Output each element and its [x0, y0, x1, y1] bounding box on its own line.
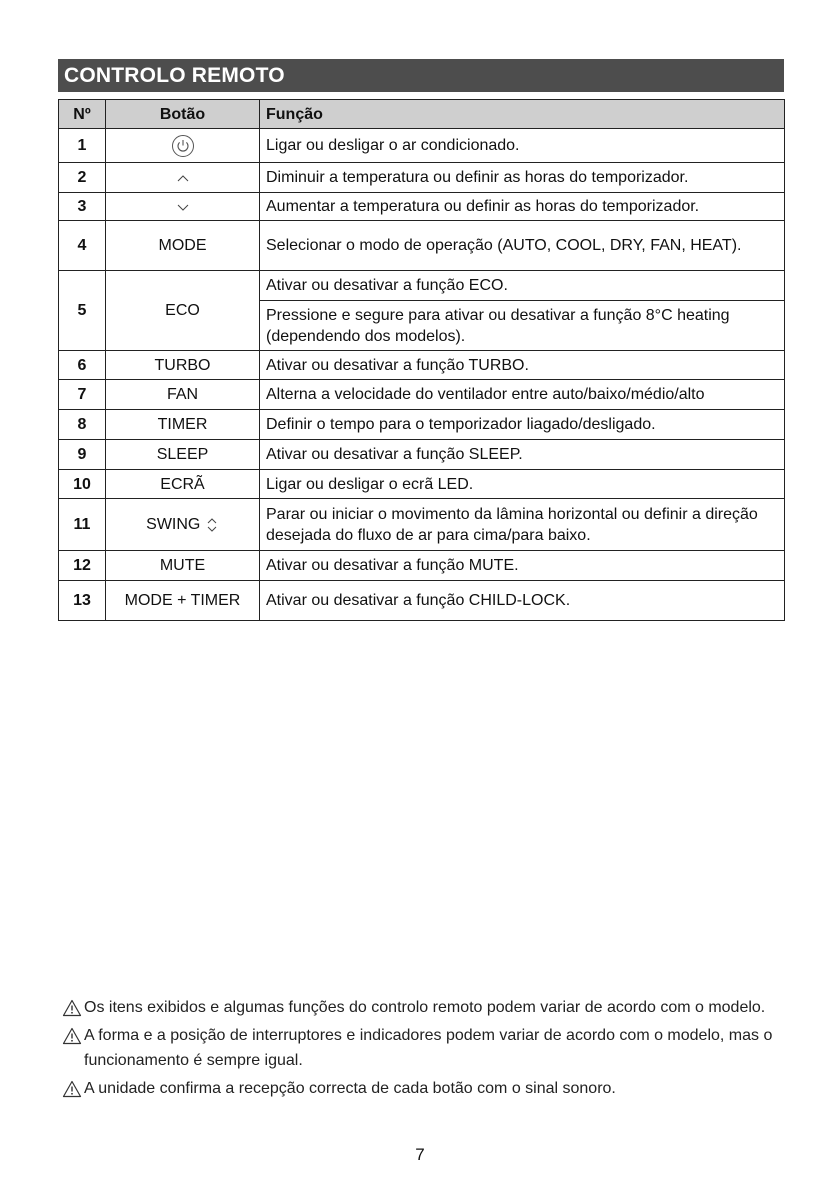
row-button: ECO — [106, 271, 260, 351]
table-row — [59, 410, 785, 440]
note-text: Os itens exibidos e algumas funções do controlo remoto podem variar de acordo com o modelo. — [84, 999, 766, 1016]
page-number: 7 — [415, 1145, 425, 1164]
table-row — [59, 163, 785, 193]
row-number: 6 — [59, 351, 106, 380]
row-number: 13 — [59, 581, 106, 621]
swing-icon — [205, 516, 219, 534]
row-function: Ligar ou desligar o ar condicionado. — [260, 129, 785, 163]
warning-icon — [60, 1027, 84, 1045]
note-item — [60, 995, 790, 1020]
row-function: Ativar ou desativar a função MUTE. — [260, 551, 785, 581]
remote-control-table — [58, 99, 785, 621]
row-button — [106, 499, 260, 551]
table-header-row — [59, 100, 785, 129]
row-button-label: SWING — [146, 516, 201, 533]
table-row — [59, 193, 785, 221]
notes-list — [60, 995, 790, 1104]
table-row — [59, 351, 785, 380]
table-row — [59, 551, 785, 581]
power-icon — [171, 134, 195, 158]
row-button: ECRÃ — [106, 470, 260, 499]
table-row — [59, 499, 785, 551]
note-item — [60, 1023, 790, 1073]
row-number: 9 — [59, 440, 106, 470]
row-function: Ativar ou desativar a função ECO. — [260, 271, 785, 301]
row-function: Parar ou iniciar o movimento da lâmina horizontal ou definir a direção desejada do fluxo de ar para cima/para baixo. — [260, 499, 785, 551]
section-title: CONTROLO REMOTO — [58, 59, 784, 92]
column-header-number: Nº — [59, 100, 106, 129]
row-number: 11 — [59, 499, 106, 551]
row-function: Ativar ou desativar a função SLEEP. — [260, 440, 785, 470]
row-function: Ativar ou desativar a função TURBO. — [260, 351, 785, 380]
row-function: Ativar ou desativar a função CHILD-LOCK. — [260, 581, 785, 621]
row-button: FAN — [106, 380, 260, 410]
row-function: Diminuir a temperatura ou definir as horas do temporizador. — [260, 163, 785, 193]
row-function: Alterna a velocidade do ventilador entre auto/baixo/médio/alto — [260, 380, 785, 410]
row-number: 10 — [59, 470, 106, 499]
table-row — [59, 380, 785, 410]
row-function: Ligar ou desligar o ecrã LED. — [260, 470, 785, 499]
row-button — [106, 163, 260, 193]
table-row — [59, 440, 785, 470]
row-number: 1 — [59, 129, 106, 163]
chevron-up-icon — [176, 173, 190, 183]
table-row — [59, 129, 785, 163]
row-number: 7 — [59, 380, 106, 410]
row-number: 8 — [59, 410, 106, 440]
table-row — [59, 470, 785, 499]
row-function: Aumentar a temperatura ou definir as horas do temporizador. — [260, 193, 785, 221]
row-number: 4 — [59, 221, 106, 271]
row-number: 3 — [59, 193, 106, 221]
row-button — [106, 193, 260, 221]
row-number: 12 — [59, 551, 106, 581]
row-number: 5 — [59, 271, 106, 351]
row-function: Pressione e segure para ativar ou desativar a função 8°C heating (dependendo dos modelos). — [260, 301, 785, 351]
row-button: MODE + TIMER — [106, 581, 260, 621]
chevron-down-icon — [176, 202, 190, 212]
row-function: Selecionar o modo de operação (AUTO, COOL, DRY, FAN, HEAT). — [260, 221, 785, 271]
note-text: A forma e a posição de interruptores e indicadores podem variar de acordo com o modelo, mas o funcionamento é sempre igual. — [84, 1027, 773, 1069]
row-button: SLEEP — [106, 440, 260, 470]
row-button — [106, 129, 260, 163]
row-button: MUTE — [106, 551, 260, 581]
warning-icon — [60, 999, 84, 1017]
row-function: Definir o tempo para o temporizador liagado/desligado. — [260, 410, 785, 440]
column-header-function: Função — [260, 100, 785, 129]
warning-icon — [60, 1080, 84, 1098]
row-button: TIMER — [106, 410, 260, 440]
row-button: TURBO — [106, 351, 260, 380]
table-row — [59, 581, 785, 621]
row-button: MODE — [106, 221, 260, 271]
note-item — [60, 1076, 790, 1101]
column-header-button: Botão — [106, 100, 260, 129]
table-row — [59, 221, 785, 271]
table-row — [59, 271, 785, 301]
row-number: 2 — [59, 163, 106, 193]
note-text: A unidade confirma a recepção correcta de cada botão com o sinal sonoro. — [84, 1080, 616, 1097]
